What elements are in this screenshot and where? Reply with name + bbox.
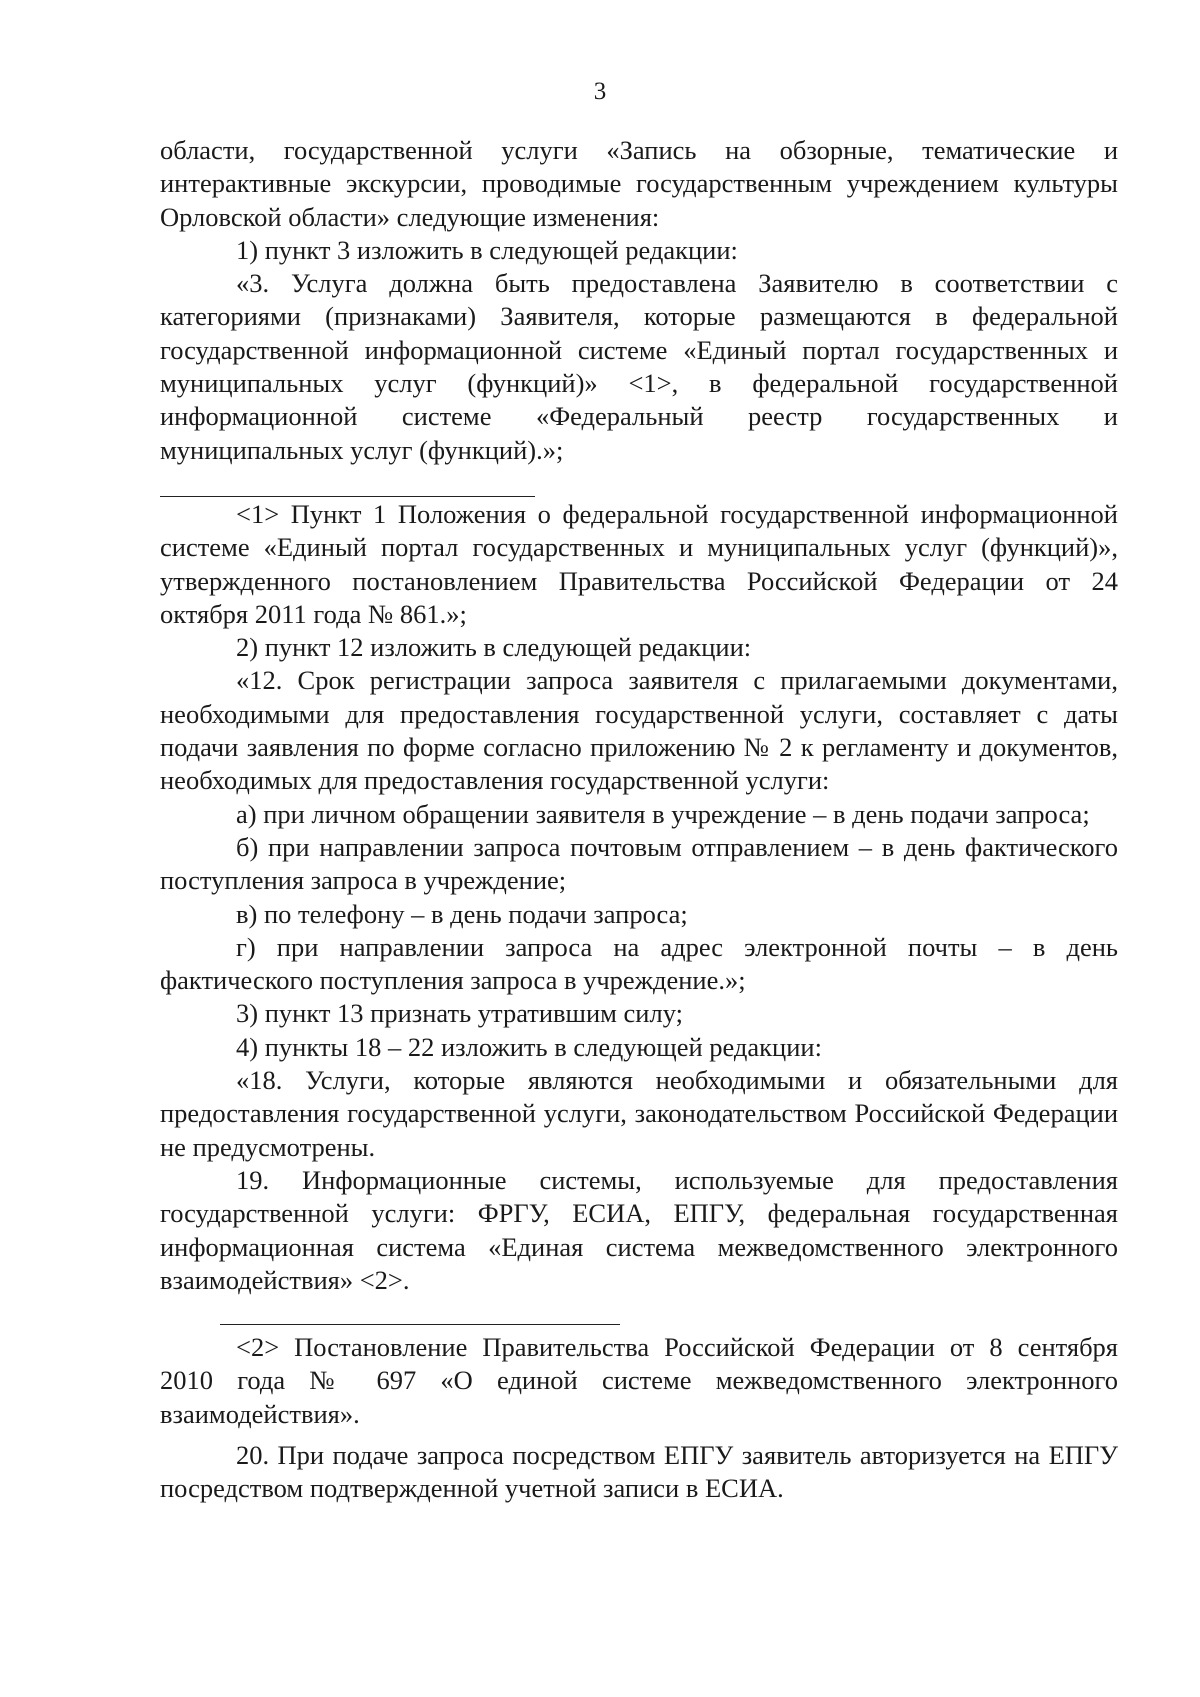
paragraph-sub-b: б) при направлении запроса почтовым отправлением – в день фактического поступления запроса в учреждение; (160, 831, 1118, 896)
paragraph-clause-18: «18. Услуги, которые являются необходимыми и обязательными для предоставления государственной услуги, законодательством Российской Федерации не предусмотрены. (160, 1065, 1118, 1162)
paragraph-clause-20: 20. При подаче запроса посредством ЕПГУ заявитель авторизуется на ЕПГУ посредством подтвержденной учетной записи в ЕСИА. (160, 1439, 1118, 1504)
paragraph-item-2: 2) пункт 12 изложить в следующей редакции: (236, 632, 752, 663)
paragraph-sub-g: г) при направлении запроса на адрес электронной почты – в день фактического поступления запроса в учреждение.»; (160, 931, 1118, 996)
paragraph-sub-v: в) по телефону – в день подачи запроса; (236, 898, 688, 929)
footnote-separator (220, 1324, 620, 1325)
paragraph-clause-3: «3. Услуга должна быть предоставлена Заявителю в соответствии с категориями (признаками) Заявителя, которые размещаются в федеральной государственной информационной системе «Единый портал государственных и муниципальных услуг (функций)» <1>, в федеральной государственной информационной системе «Федеральный реестр государственных и муниципальных услуг (функций).»; (160, 268, 1118, 465)
page-number: 3 (593, 78, 607, 105)
paragraph-sub-a: а) при личном обращении заявителя в учреждение – в день подачи запроса; (236, 798, 1090, 829)
paragraph-item-4: 4) пункты 18 – 22 изложить в следующей редакции: (236, 1031, 822, 1062)
footnote-2: <2> Постановление Правительства Российской Федерации от 8 сентября 2010 года № 697 «О единой системе межведомственного электронного взаимодействия». (160, 1332, 1118, 1429)
footnote-1: <1> Пункт 1 Положения о федеральной государственной информационной системе «Единый портал государственных и муниципальных услуг (функций)», утвержденного постановлением Правительства Российской Федерации от 24 октября 2011 года № 861.»; (160, 498, 1118, 629)
paragraph-intro: области, государственной услуги «Запись на обзорные, тематические и интерактивные экскурсии, проводимые государственным учреждением культуры Орловской области» следующие изменения: (160, 135, 1118, 232)
paragraph-clause-12: «12. Срок регистрации запроса заявителя с прилагаемыми документами, необходимыми для предоставления государственной услуги, составляет с даты подачи заявления по форме согласно приложению № 2 к регламенту и документов, необходимых для предоставления государственной услуги: (160, 665, 1118, 796)
paragraph-item-1: 1) пункт 3 изложить в следующей редакции: (236, 234, 738, 265)
paragraph-clause-19: 19. Информационные системы, используемые для предоставления государственной услуги: ФРГУ, ЕСИА, ЕПГУ, федеральная государственная информационная система «Единая система межведомственного электронного взаимодействия» <2>. (160, 1164, 1118, 1295)
document-body (160, 134, 1118, 1506)
footnote-separator (160, 496, 535, 497)
paragraph-item-3: 3) пункт 13 признать утратившим силу; (236, 998, 683, 1029)
